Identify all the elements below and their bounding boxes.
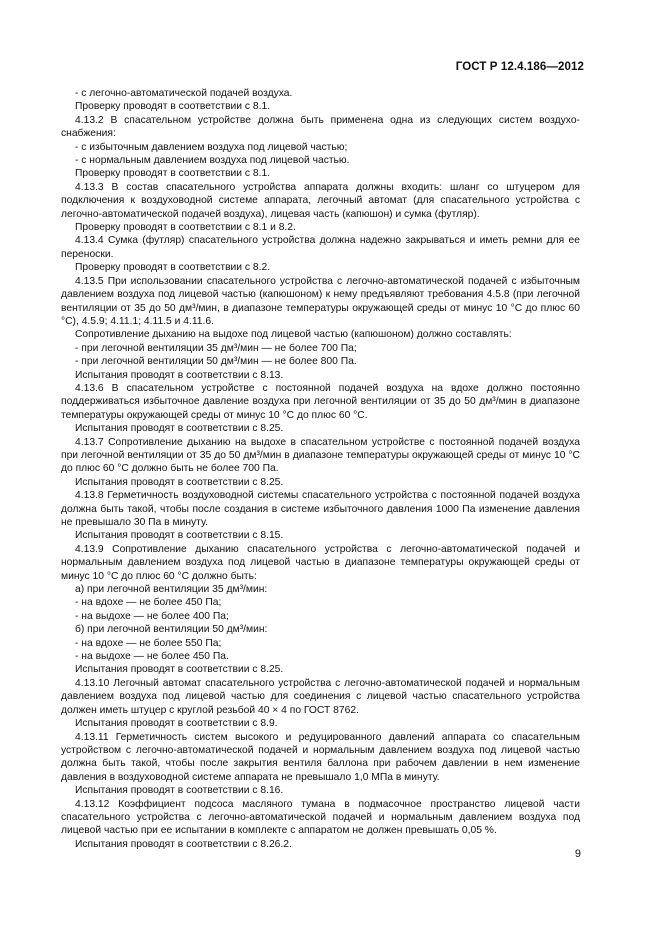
paragraph: Испытания проводят в соответствии с 8.25. <box>75 476 284 488</box>
document-header: ГОСТ Р 12.4.186—2012 <box>455 61 584 73</box>
paragraph: 4.13.12 Коэффициент подсоса масляного тумана в подмасочное пространство лицевой части спасательного устройства с легочно-автоматической подачей и нормальным давлением воздуха под лицевой частью при ее испытании в комплекте с аппаратом не должен превышать 0,05 %. <box>61 798 580 837</box>
paragraph: - на выдохе — не более 400 Па; <box>75 610 229 622</box>
paragraph: - при легочной вентиляции 35 дм³/мин — не более 700 Па; <box>75 342 357 354</box>
paragraph: Проверку проводят в соответствии с 8.1. <box>75 101 271 113</box>
paragraph: - с нормальным давлением воздуха под лицевой частью. <box>75 155 350 167</box>
paragraph: 4.13.3 В состав спасательного устройства аппарата должны входить: шланг со штуцером для подключения к воздуховодной системе аппарата, легочный автомат (для спасательного устройства с легочно-автоматической подачей воздуха), лицевая часть (капюшон) и сумка (футляр). <box>61 181 580 220</box>
paragraph: 4.13.6 В спасательном устройстве с постоянной подачей воздуха на вдохе должно постоянно поддерживаться избыточное давление воздуха при легочной вентиляции от 35 до 50 дм³/мин в диапазоне температуры окружающей среды от минус 10 °С до плюс 60 °С. <box>61 382 580 421</box>
paragraph: Проверку проводят в соответствии с 8.2. <box>75 262 271 274</box>
paragraph: Проверку проводят в соответствии с 8.1 и 8.2. <box>75 222 296 234</box>
paragraph: - с легочно-автоматической подачей воздуха. <box>75 88 293 99</box>
paragraph: 4.13.4 Сумка (футляр) спасательного устройства должна надежно закрываться и иметь ремни для ее переноски. <box>61 235 580 260</box>
paragraph: 4.13.11 Герметичность систем высокого и редуцированного давлений аппарата со спасательным устройством с легочно-автоматической подачей и нормальным давлением воздуха под лицевой частью должна быть такой, чтобы после закрытия вентиля баллона при рабочем давлении в нем изменение давления в воздуховодной системе аппарата не превышало 1,0 МПа в минуту. <box>61 731 580 783</box>
paragraph: Испытания проводят в соответствии с 8.26.2. <box>75 838 292 850</box>
paragraph: - на вдохе — не более 550 Па; <box>75 637 222 649</box>
paragraph: Испытания проводят в соответствии с 8.16. <box>75 785 284 797</box>
document-body <box>61 87 580 851</box>
paragraph: Испытания проводят в соответствии с 8.15. <box>75 530 284 542</box>
paragraph: б) при легочной вентиляции 50 дм³/мин: <box>75 624 268 636</box>
paragraph: 4.13.2 В спасательном устройстве должна быть применена одна из следующих систем воздухо-снабжения: <box>61 114 580 140</box>
paragraph: а) при легочной вентиляции 35 дм³/мин: <box>75 584 268 596</box>
paragraph: - с избыточным давлением воздуха под лицевой частью; <box>75 141 348 153</box>
paragraph: - на вдохе — не более 450 Па; <box>75 597 222 609</box>
paragraph: Испытания проводят в соответствии с 8.25. <box>75 423 284 435</box>
paragraph: Испытания проводят в соответствии с 8.13. <box>75 369 284 381</box>
paragraph: Испытания проводят в соответствии с 8.25. <box>75 664 284 676</box>
paragraph: Проверку проводят в соответствии с 8.1. <box>75 168 271 180</box>
paragraph: Испытания проводят в соответствии с 8.9. <box>75 718 278 730</box>
paragraph: 4.13.10 Легочный автомат спасательного устройства с легочно-автоматической подачей и нормальным давлением воздуха под лицевой частью для соединения с лицевой частью спасательного устройства должен иметь штуцер с круглой резьбой 40 × 4 по ГОСТ 8762. <box>61 677 580 716</box>
paragraph: - при легочной вентиляции 50 дм³/мин — не более 800 Па. <box>75 356 357 368</box>
paragraph: 4.13.8 Герметичность воздуховодной системы спасательного устройства с постоянной подачей воздуха должна быть такой, чтобы после создания в системе избыточного давления 1000 Па изменение давления не превышало 30 Па в минуту. <box>61 490 580 528</box>
paragraph: Сопротивление дыханию на выдохе под лицевой частью (капюшоном) должно составлять: <box>75 329 512 341</box>
page-number: 9 <box>574 848 581 860</box>
paragraph: - на выдохе — не более 450 Па. <box>75 651 229 663</box>
paragraph: 4.13.9 Сопротивление дыханию спасательного устройства с легочно-автоматической подачей и нормальным давлением воздуха под лицевой частью в диапазоне температуры окружающей среды от минус 10 °С до плюс 60 °С должно быть: <box>61 543 580 582</box>
paragraph: 4.13.7 Сопротивление дыханию на выдохе в спасательном устройстве с постоянной подачей воздуха при легочной вентиляции от 35 до 50 дм³/мин в диапазоне температуры окружающей среды от минус 10 °С до плюс 60 °С должно быть не более 700 Па. <box>61 436 580 475</box>
paragraph: 4.13.5 При использовании спасательного устройства с легочно-автоматической подачей с избыточным давлением воздуха под лицевой частью (капюшоном) к нему предъявляют требования 4.5.8 (при легочной вентиляции от 35 до 50 дм³/мин, в диапазоне температуры окружающей среды от минус 10 °С до плюс 60 °С), 4.5.9; 4.11.1; 4.11.5 и 4.11.6. <box>61 275 580 327</box>
